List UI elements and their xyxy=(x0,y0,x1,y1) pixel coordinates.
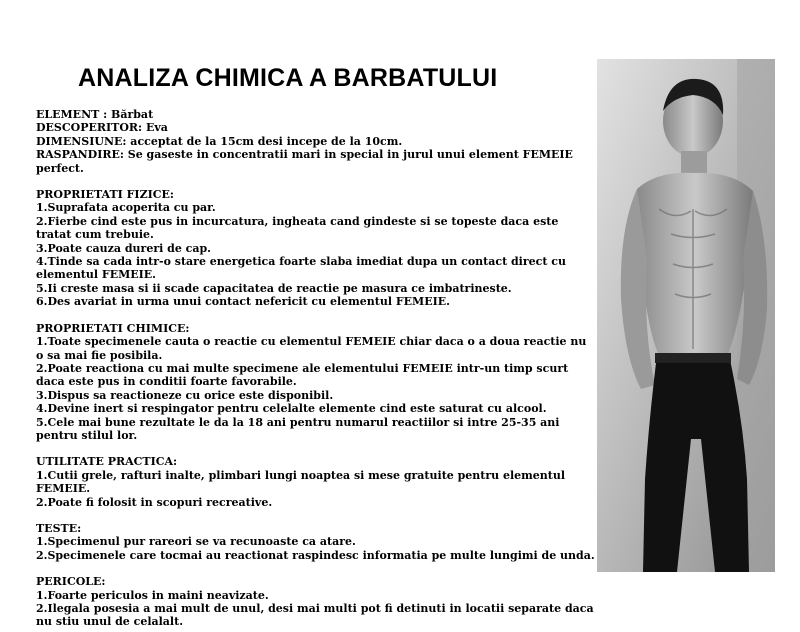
list-item: 1.Toate specimenele cauta o reactie cu elementul FEMEIE chiar daca o a doua reactie nu o sa mai fie posibila. xyxy=(36,335,587,362)
section-dangers xyxy=(36,575,596,629)
list-item: 3.Dispus sa reactioneze cu orice este disponibil. xyxy=(36,388,334,402)
section-heading: UTILITATE PRACTICA: xyxy=(36,455,178,469)
section-heading: PROPRIETATI FIZICE: xyxy=(36,188,174,202)
list-item: 2.Poate reactiona cu mai multe specimene ale elementului FEMEIE intr-un timp scurt daca este pus in conditii foarte favorabile. xyxy=(36,361,569,389)
list-item: 3.Poate cauza dureri de cap. xyxy=(36,241,212,255)
section-practical-utility xyxy=(36,455,596,509)
list-item: 5.Cele mai bune rezultate le da la 18 ani pentru numarul reactiilor si intre 25-35 ani pentru stilul lor. xyxy=(36,415,560,442)
list-item: 2.Fierbe cind este pus in incurcatura, ingheata cand gindeste si se topeste daca este tratat cum trebuie. xyxy=(36,214,559,242)
section-heading: PROPRIETATI CHIMICE: xyxy=(36,321,190,335)
page-title: ANALIZA CHIMICA A BARBATULUI xyxy=(78,64,498,92)
list-item: 1.Specimenul pur rareori se va recunoaste ca atare. xyxy=(36,535,356,549)
intro-discoverer: DESCOPERITOR: Eva xyxy=(36,121,168,135)
section-heading: PERICOLE: xyxy=(36,575,106,589)
list-item: 5.Ii creste masa si ii scade capacitatea de reactie pe masura ce imbatrineste. xyxy=(36,281,512,295)
list-item: 4.Devine inert si respingator pentru celelalte elemente cind este saturat cu alcool. xyxy=(36,402,547,416)
section-tests xyxy=(36,522,596,562)
list-item: 2.Specimenele care tocmai au reactionat raspindesc informatia pe multe lungimi de unda. xyxy=(36,548,595,562)
intro-dimension: DIMENSIUNE: acceptat de la 15cm desi incepe de la 10cm. xyxy=(36,134,403,148)
list-item: 1.Suprafata acoperita cu par. xyxy=(36,201,216,215)
list-item: 1.Foarte periculos in maini neavizate. xyxy=(36,588,269,602)
list-item: 6.Des avariat in urma unui contact nefericit cu elementul FEMEIE. xyxy=(36,295,450,309)
man-silhouette-image xyxy=(597,59,775,572)
intro-spread: RASPANDIRE: Se gaseste in concentratii mari in special in jurul unui element FEMEIE perfect. xyxy=(36,148,573,175)
list-item: 2.Ilegala posesia a mai mult de unul, desi mai multi pot fi detinuti in locatii separate daca nu stiu unul de celalalt. xyxy=(36,602,594,629)
man-photo xyxy=(597,59,775,572)
list-item: 2.Poate fi folosit in scopuri recreative. xyxy=(36,495,273,509)
section-physical-properties xyxy=(36,188,596,309)
intro-element: ELEMENT : Bărbat xyxy=(36,108,154,121)
list-item: 1.Cutii grele, rafturi inalte, plimbari lungi noaptea si mese gratuite pentru elementul FEMEIE. xyxy=(36,468,566,496)
list-item: 4.Tinde sa cada intr-o stare energetica foarte slaba imediat dupa un contact direct cu elementul FEMEIE. xyxy=(36,255,566,282)
section-heading: TESTE: xyxy=(36,521,82,535)
document-body xyxy=(36,108,596,629)
intro-block xyxy=(36,108,596,175)
section-chemical-properties xyxy=(36,322,596,443)
